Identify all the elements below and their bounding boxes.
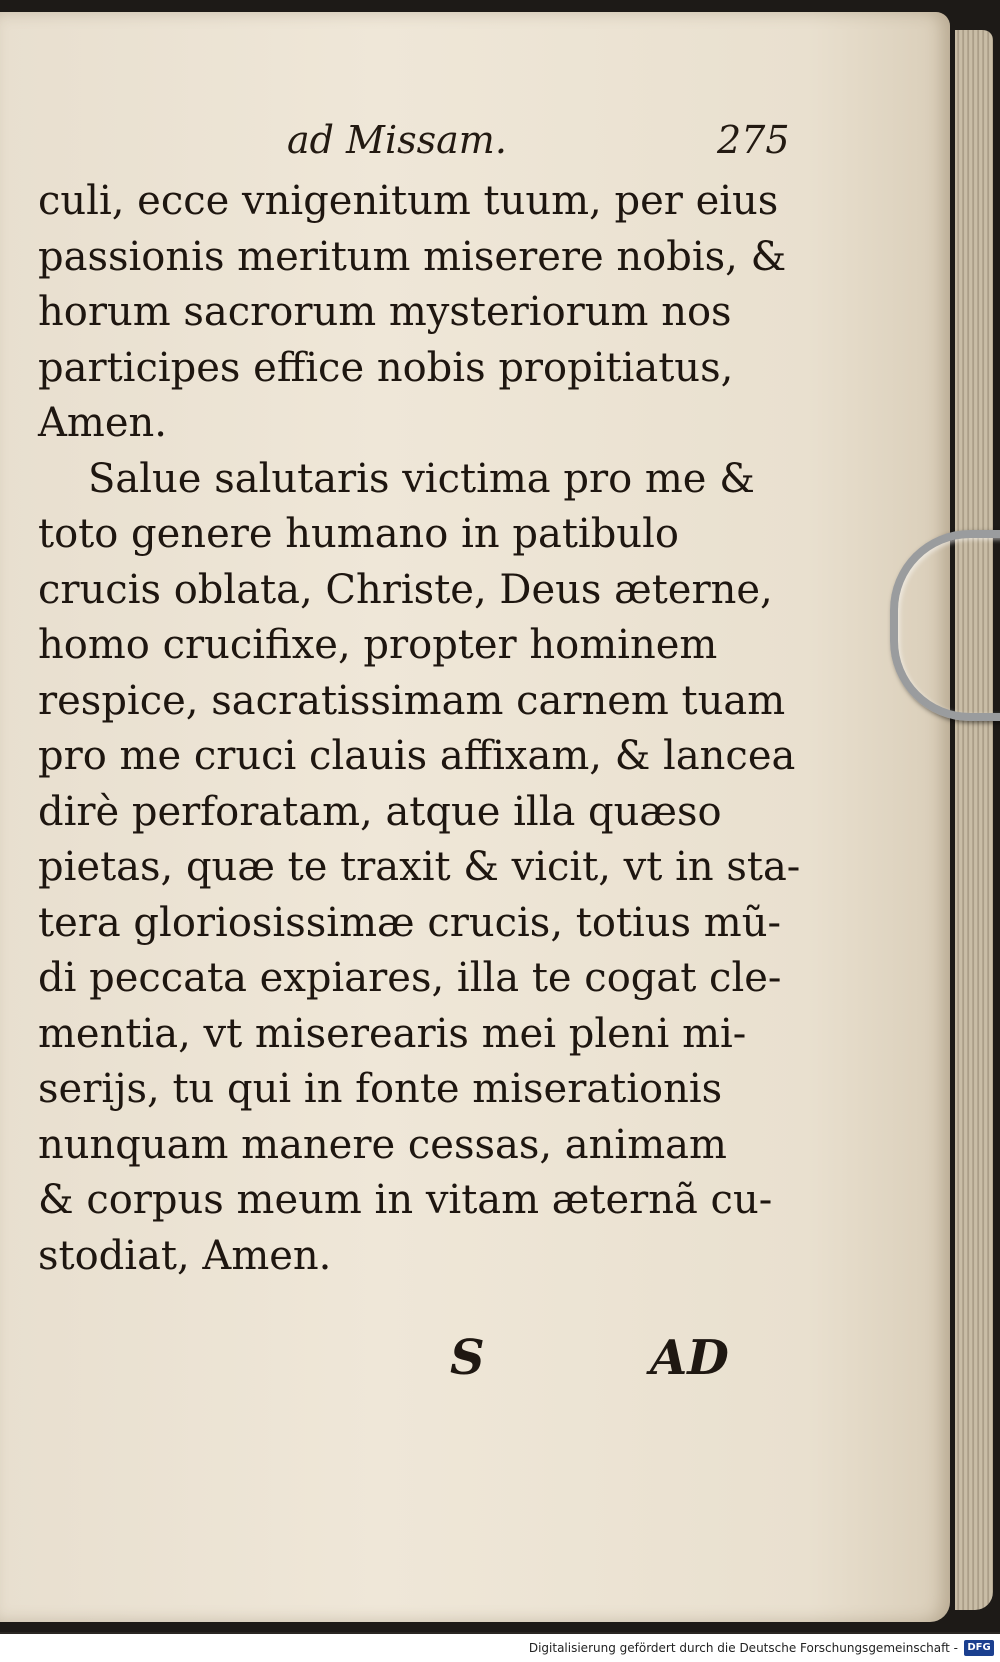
text-line: passionis meritum miserere nobis, &: [38, 233, 787, 280]
footer-bar: [0, 1634, 1000, 1662]
text-line: participes effice nobis propitiatus,: [38, 344, 734, 391]
text-line: dirè perforatam, atque illa quæso: [38, 788, 722, 835]
text-line: stodiat, Amen.: [38, 1232, 332, 1279]
page-header: [0, 118, 820, 168]
book-page: [0, 12, 950, 1622]
text-line: Salue salutaris victima pro me &: [88, 455, 755, 502]
page-edges: [955, 30, 993, 1610]
text-line: pro me cruci clauis affixam, & lancea: [38, 733, 796, 779]
text-line: mentia, vt miserearis mei pleni mi-: [38, 1010, 747, 1057]
signature-mark: S: [450, 1330, 485, 1386]
text-line: culi, ecce vnigenitum tuum, per eius: [38, 178, 779, 224]
text-line: pietas, quæ te traxit & vicit, vt in sta-: [38, 844, 801, 890]
text-line: & corpus meum in vitam æternã cu-: [38, 1177, 773, 1223]
page-number: 275: [717, 118, 790, 162]
text-line: nunquam manere cessas, animam: [38, 1121, 727, 1168]
text-line: di peccata expiares, illa te cogat cle-: [38, 955, 782, 1001]
text-line: homo crucifixe, propter hominem: [38, 622, 718, 668]
text-line: toto genere humano in patibulo: [38, 511, 679, 557]
footer-credit: Digitalisierung gefördert durch die Deutsche Forschungsgemeinschaft -: [528, 1641, 958, 1655]
text-line: horum sacrorum mysteriorum nos: [38, 289, 732, 335]
text-line: Amen.: [38, 400, 167, 446]
catchword: AD: [650, 1330, 729, 1386]
text-line: respice, sacratissimam carnem tuam: [38, 677, 786, 724]
text-line: serijs, tu qui in fonte miserationis: [38, 1066, 723, 1112]
body-text: [38, 174, 801, 1284]
dfg-logo-icon: DFG: [964, 1640, 994, 1656]
text-line: crucis oblata, Christe, Deus æterne,: [38, 566, 773, 613]
text-line: tera gloriosissimæ crucis, totius mũ-: [38, 899, 781, 946]
running-title: ad Missam.: [287, 118, 507, 162]
